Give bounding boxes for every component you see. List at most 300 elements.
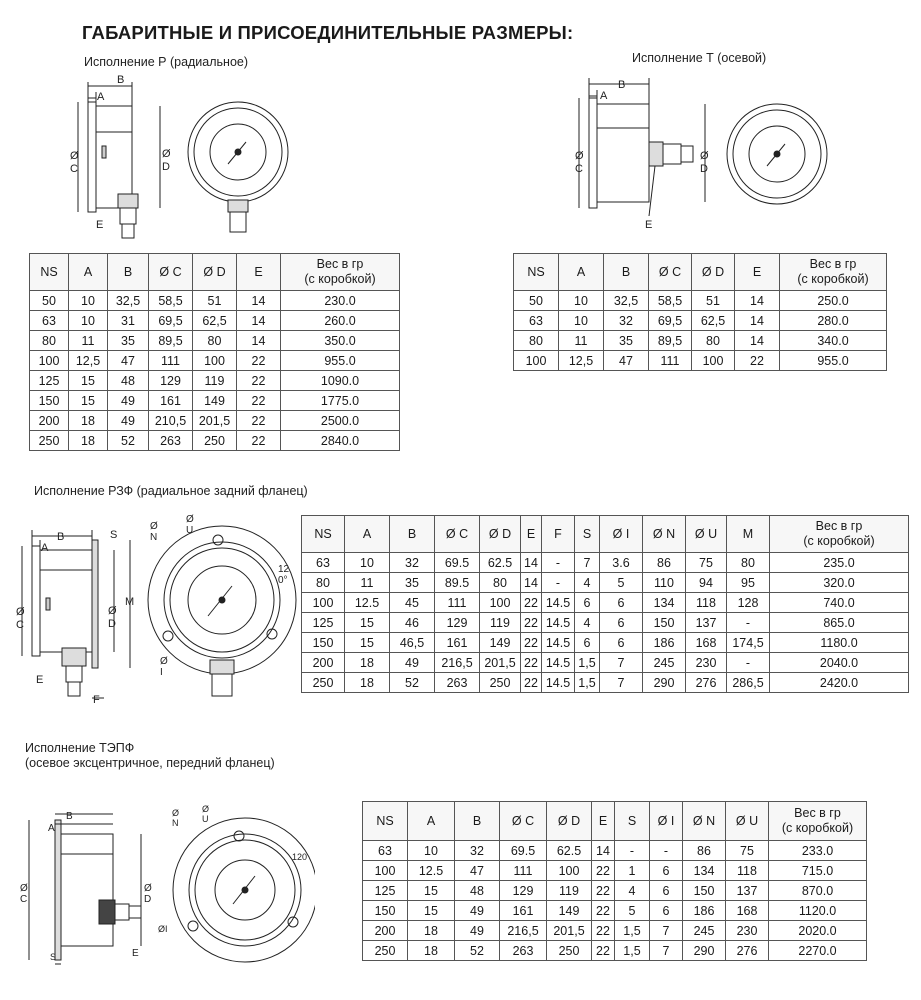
table-cell: 22	[592, 861, 615, 881]
table-cell: 161	[435, 633, 480, 653]
table-cell: 2020.0	[769, 921, 867, 941]
dim-b-label: B	[117, 74, 125, 86]
table-cell: 290	[683, 941, 726, 961]
col-header: Ø C	[500, 802, 547, 841]
table-cell: 46	[390, 613, 435, 633]
table-row	[514, 311, 887, 331]
table-cell: 50	[30, 291, 69, 311]
table-cell: 14	[521, 573, 542, 593]
table-cell: 260.0	[281, 311, 400, 331]
table-cell: 80	[480, 573, 521, 593]
table-cell: 150	[30, 391, 69, 411]
table-cell: 10	[408, 841, 455, 861]
table-cell: 46,5	[390, 633, 435, 653]
table-cell: 118	[726, 861, 769, 881]
table-cell: 263	[435, 673, 480, 693]
dim-a-label: A	[41, 542, 49, 554]
dim-a-label: A	[48, 823, 55, 834]
dim-e-label: E	[645, 219, 653, 231]
table-cell: -	[727, 653, 770, 673]
table-cell: 250	[30, 431, 69, 451]
table-cell: 250	[547, 941, 592, 961]
table-cell: 740.0	[770, 593, 909, 613]
table-cell: 118	[686, 593, 727, 613]
table-cell: 22	[735, 351, 780, 371]
table-cell: 2840.0	[281, 431, 400, 451]
dim-a-label: A	[97, 91, 105, 103]
table-row	[30, 391, 400, 411]
table-cell: 233.0	[769, 841, 867, 861]
table-cell: 263	[500, 941, 547, 961]
table-cell: 150	[302, 633, 345, 653]
table-cell: 110	[643, 573, 686, 593]
table-cell: 22	[521, 633, 542, 653]
table-cell: 75	[726, 841, 769, 861]
table-cell: 865.0	[770, 613, 909, 633]
table-row	[30, 351, 400, 371]
table-cell: 12,5	[559, 351, 604, 371]
dim-e-label: E	[96, 219, 104, 231]
table-cell: 128	[727, 593, 770, 613]
table-cell: 111	[649, 351, 692, 371]
table-cell: 186	[683, 901, 726, 921]
dim-s-label: S	[110, 529, 118, 541]
table-cell: 174,5	[727, 633, 770, 653]
table-cell: 51	[692, 291, 735, 311]
table-cell: 14.5	[542, 673, 575, 693]
table-cell: 11	[345, 573, 390, 593]
table-cell: 10	[559, 311, 604, 331]
table-cell: 161	[500, 901, 547, 921]
dim-e-label: E	[36, 674, 44, 686]
table-cell: 1,5	[615, 941, 650, 961]
table-cell: 200	[363, 921, 408, 941]
table-cell: 49	[108, 411, 149, 431]
table-cell: 320.0	[770, 573, 909, 593]
table-cell: 201,5	[480, 653, 521, 673]
dim-m-label: M	[125, 596, 135, 608]
table-cell: 1,5	[575, 673, 600, 693]
table-cell: 134	[643, 593, 686, 613]
table-cell: 137	[686, 613, 727, 633]
table-cell: 18	[345, 673, 390, 693]
table-cell: 149	[193, 391, 237, 411]
table-cell: 18	[345, 653, 390, 673]
table-cell: 100	[514, 351, 559, 371]
col-header: Ø D	[480, 516, 521, 553]
table-cell: 263	[149, 431, 193, 451]
table-cell: 201,5	[193, 411, 237, 431]
table-cell: 14	[735, 311, 780, 331]
table-cell: 230.0	[281, 291, 400, 311]
col-header: B	[108, 254, 149, 291]
col-header: Ø C	[649, 254, 692, 291]
table-cell: 62,5	[193, 311, 237, 331]
table-cell: 6	[575, 633, 600, 653]
table-cell: 6	[600, 633, 643, 653]
table-cell: 22	[592, 941, 615, 961]
table-cell: 80	[30, 331, 69, 351]
col-header: Вес в гр (с коробкой)	[770, 516, 909, 553]
dim-n-label: Ø N	[150, 521, 158, 543]
table-cell: 94	[686, 573, 727, 593]
table-cell: 14	[237, 331, 281, 351]
table-cell: 63	[30, 311, 69, 331]
section-rzf-caption: Исполнение РЗФ (радиальное задний фланец)	[34, 484, 308, 498]
table-cell: 10	[345, 553, 390, 573]
col-header: E	[592, 802, 615, 841]
table-t	[513, 253, 887, 371]
table-row	[30, 431, 400, 451]
table-cell: 12.5	[408, 861, 455, 881]
table-cell: 22	[521, 653, 542, 673]
table-cell: 89,5	[149, 331, 193, 351]
table-cell: 69.5	[435, 553, 480, 573]
table-cell: 201,5	[547, 921, 592, 941]
table-cell: 1090.0	[281, 371, 400, 391]
dim-i-label: Ø I	[160, 656, 168, 678]
table-cell: 1120.0	[769, 901, 867, 921]
table-row	[363, 921, 867, 941]
table-cell: 18	[408, 941, 455, 961]
col-header: S	[615, 802, 650, 841]
dim-c-label: Ø C	[20, 883, 28, 905]
table-cell: 80	[302, 573, 345, 593]
col-header: E	[735, 254, 780, 291]
table-cell: 5	[615, 901, 650, 921]
table-cell: 22	[237, 431, 281, 451]
table-tepf	[362, 801, 867, 961]
table-cell: 7	[650, 921, 683, 941]
table-cell: 1	[615, 861, 650, 881]
table-cell: -	[542, 573, 575, 593]
table-cell: 6	[600, 593, 643, 613]
table-cell: 95	[727, 573, 770, 593]
table-cell: 100	[302, 593, 345, 613]
section-p-caption: Исполнение Р (радиальное)	[84, 55, 249, 69]
table-cell: 286,5	[727, 673, 770, 693]
table-cell: 80	[692, 331, 735, 351]
table-cell: 14.5	[542, 633, 575, 653]
dim-d-label: Ø D	[108, 605, 117, 630]
dim-u-label: Ø U	[202, 804, 210, 824]
table-cell: 14.5	[542, 593, 575, 613]
table-row	[514, 331, 887, 351]
table-row	[363, 901, 867, 921]
table-cell: 100	[692, 351, 735, 371]
col-header: F	[542, 516, 575, 553]
table-cell: 216,5	[435, 653, 480, 673]
col-header: Ø C	[149, 254, 193, 291]
angle-label: 120	[292, 852, 308, 862]
table-cell: 7	[600, 673, 643, 693]
table-cell: 14	[521, 553, 542, 573]
table-cell: 22	[592, 921, 615, 941]
radial-gauge-drawing	[60, 72, 290, 247]
dim-c-label: Ø C	[70, 150, 79, 175]
angle-label: 12 0°	[278, 564, 290, 586]
table-cell: 32	[604, 311, 649, 331]
table-row	[363, 861, 867, 881]
table-cell: 63	[514, 311, 559, 331]
table-cell: 22	[237, 371, 281, 391]
table-cell: 14	[735, 291, 780, 311]
table-cell: 69,5	[149, 311, 193, 331]
table-cell: 80	[193, 331, 237, 351]
table-cell: 86	[643, 553, 686, 573]
table-cell: 100	[193, 351, 237, 371]
table-row	[30, 331, 400, 351]
dim-b-label: B	[57, 531, 65, 543]
table-cell: 6	[600, 613, 643, 633]
table-cell: -	[650, 841, 683, 861]
col-header: Ø N	[643, 516, 686, 553]
table-cell: 111	[149, 351, 193, 371]
table-cell: 52	[455, 941, 500, 961]
col-header: Ø D	[692, 254, 735, 291]
dim-s-label: S	[50, 952, 57, 962]
table-cell: 22	[592, 881, 615, 901]
section-t-caption: Исполнение Т (осевой)	[632, 51, 767, 65]
table-cell: 216,5	[500, 921, 547, 941]
table-row	[302, 673, 909, 693]
table-cell: 14	[237, 311, 281, 331]
table-cell: 150	[683, 881, 726, 901]
table-cell: 111	[435, 593, 480, 613]
table-cell: 1,5	[575, 653, 600, 673]
table-cell: 350.0	[281, 331, 400, 351]
table-cell: 119	[193, 371, 237, 391]
table-cell: 10	[69, 311, 108, 331]
table-cell: 100	[363, 861, 408, 881]
col-header: Вес в гр (с коробкой)	[281, 254, 400, 291]
dim-n-label: Ø N	[172, 808, 180, 828]
table-cell: 6	[650, 901, 683, 921]
col-header: Ø N	[683, 802, 726, 841]
table-row	[302, 613, 909, 633]
table-cell: 15	[408, 901, 455, 921]
table-cell: 129	[149, 371, 193, 391]
table-cell: 31	[108, 311, 149, 331]
table-cell: 14.5	[542, 653, 575, 673]
table-cell: 100	[30, 351, 69, 371]
table-cell: 276	[686, 673, 727, 693]
dim-d-label: Ø D	[162, 148, 171, 173]
dim-f-label: F	[93, 694, 100, 706]
table-cell: 48	[108, 371, 149, 391]
table-cell: 210,5	[149, 411, 193, 431]
table-cell: 22	[521, 593, 542, 613]
col-header: B	[604, 254, 649, 291]
table-cell: 52	[390, 673, 435, 693]
table-cell: 6	[650, 861, 683, 881]
col-header: A	[408, 802, 455, 841]
table-cell: 2270.0	[769, 941, 867, 961]
table-cell: 50	[514, 291, 559, 311]
table-cell: -	[615, 841, 650, 861]
table-cell: 6	[575, 593, 600, 613]
table-cell: 52	[108, 431, 149, 451]
col-header: Ø U	[686, 516, 727, 553]
table-cell: 18	[69, 411, 108, 431]
table-cell: 14	[735, 331, 780, 351]
table-cell: 35	[604, 331, 649, 351]
table-cell: 168	[726, 901, 769, 921]
table-cell: 15	[69, 371, 108, 391]
table-cell: 35	[390, 573, 435, 593]
table-cell: 18	[69, 431, 108, 451]
col-header: B	[390, 516, 435, 553]
table-row	[30, 291, 400, 311]
col-header: M	[727, 516, 770, 553]
table-cell: 14.5	[542, 613, 575, 633]
table-cell: 3.6	[600, 553, 643, 573]
table-cell: 1180.0	[770, 633, 909, 653]
table-cell: 149	[480, 633, 521, 653]
table-cell: 15	[69, 391, 108, 411]
page-title: ГАБАРИТНЫЕ И ПРИСОЕДИНИТЕЛЬНЫЕ РАЗМЕРЫ:	[82, 22, 574, 43]
table-cell: 7	[650, 941, 683, 961]
dim-c-label: Ø C	[575, 150, 584, 175]
table-cell: 2420.0	[770, 673, 909, 693]
table-cell: 134	[683, 861, 726, 881]
table-cell: 250	[480, 673, 521, 693]
table-p	[29, 253, 400, 451]
table-cell: 15	[345, 613, 390, 633]
section-tepf-caption: Исполнение ТЭПФ	[25, 741, 135, 755]
table-cell: 47	[108, 351, 149, 371]
dim-a-label: A	[600, 90, 608, 102]
table-cell: -	[727, 613, 770, 633]
table-cell: 245	[683, 921, 726, 941]
table-cell: 89,5	[649, 331, 692, 351]
table-row	[363, 941, 867, 961]
table-row	[30, 411, 400, 431]
table-cell: 10	[559, 291, 604, 311]
table-cell: 955.0	[281, 351, 400, 371]
table-cell: 2040.0	[770, 653, 909, 673]
section-tepf-subcaption: (осевое эксцентричное, передний фланец)	[25, 756, 275, 770]
table-cell: 22	[592, 901, 615, 921]
col-header: E	[521, 516, 542, 553]
col-header: NS	[30, 254, 69, 291]
col-header: Ø D	[193, 254, 237, 291]
table-cell: 186	[643, 633, 686, 653]
table-cell: 63	[302, 553, 345, 573]
table-cell: 22	[237, 411, 281, 431]
col-header: NS	[302, 516, 345, 553]
table-cell: 15	[408, 881, 455, 901]
col-header: Ø U	[726, 802, 769, 841]
table-cell: 12,5	[69, 351, 108, 371]
table-rzf	[301, 515, 909, 693]
table-row	[514, 351, 887, 371]
table-cell: 250	[302, 673, 345, 693]
table-cell: 69.5	[500, 841, 547, 861]
table-cell: 10	[69, 291, 108, 311]
table-cell: 100	[547, 861, 592, 881]
table-cell: 150	[643, 613, 686, 633]
table-cell: 119	[480, 613, 521, 633]
table-cell: 125	[30, 371, 69, 391]
table-cell: 22	[521, 613, 542, 633]
table-row	[363, 841, 867, 861]
col-header: NS	[514, 254, 559, 291]
table-cell: 100	[480, 593, 521, 613]
table-row	[30, 311, 400, 331]
col-header: Вес в гр (с коробкой)	[769, 802, 867, 841]
table-row	[514, 291, 887, 311]
front-flange-gauge-drawing	[15, 800, 315, 970]
table-cell: 1,5	[615, 921, 650, 941]
table-row	[302, 593, 909, 613]
table-cell: 49	[455, 901, 500, 921]
table-cell: 137	[726, 881, 769, 901]
dim-i-label: ØI	[158, 924, 168, 934]
table-cell: 69,5	[649, 311, 692, 331]
table-cell: 80	[514, 331, 559, 351]
table-cell: 111	[500, 861, 547, 881]
col-header: A	[345, 516, 390, 553]
table-cell: 125	[363, 881, 408, 901]
table-cell: 290	[643, 673, 686, 693]
table-cell: 870.0	[769, 881, 867, 901]
dim-b-label: B	[618, 79, 626, 91]
table-cell: 35	[108, 331, 149, 351]
table-row	[302, 553, 909, 573]
table-cell: 129	[500, 881, 547, 901]
table-cell: 200	[302, 653, 345, 673]
table-cell: 89.5	[435, 573, 480, 593]
table-cell: 125	[302, 613, 345, 633]
table-cell: 45	[390, 593, 435, 613]
table-cell: 149	[547, 901, 592, 921]
table-cell: 22	[521, 673, 542, 693]
table-cell: 32,5	[108, 291, 149, 311]
col-header: NS	[363, 802, 408, 841]
table-row	[30, 371, 400, 391]
table-cell: 14	[592, 841, 615, 861]
table-cell: 7	[600, 653, 643, 673]
table-row	[302, 633, 909, 653]
table-cell: 340.0	[780, 331, 887, 351]
table-cell: 11	[559, 331, 604, 351]
col-header: Ø I	[650, 802, 683, 841]
table-cell: 150	[363, 901, 408, 921]
table-cell: 235.0	[770, 553, 909, 573]
dim-c-label: Ø C	[16, 606, 25, 631]
table-row	[302, 653, 909, 673]
col-header: A	[69, 254, 108, 291]
table-cell: 75	[686, 553, 727, 573]
table-cell: 245	[643, 653, 686, 673]
table-cell: 47	[455, 861, 500, 881]
table-cell: 32	[455, 841, 500, 861]
table-cell: 4	[615, 881, 650, 901]
table-cell: 49	[455, 921, 500, 941]
col-header: B	[455, 802, 500, 841]
table-cell: 48	[455, 881, 500, 901]
col-header: Ø I	[600, 516, 643, 553]
col-header: Вес в гр (с коробкой)	[780, 254, 887, 291]
table-cell: 955.0	[780, 351, 887, 371]
dim-u-label: Ø U	[186, 514, 194, 536]
table-cell: 119	[547, 881, 592, 901]
table-cell: 80	[727, 553, 770, 573]
table-cell: 63	[363, 841, 408, 861]
table-cell: 230	[686, 653, 727, 673]
col-header: A	[559, 254, 604, 291]
